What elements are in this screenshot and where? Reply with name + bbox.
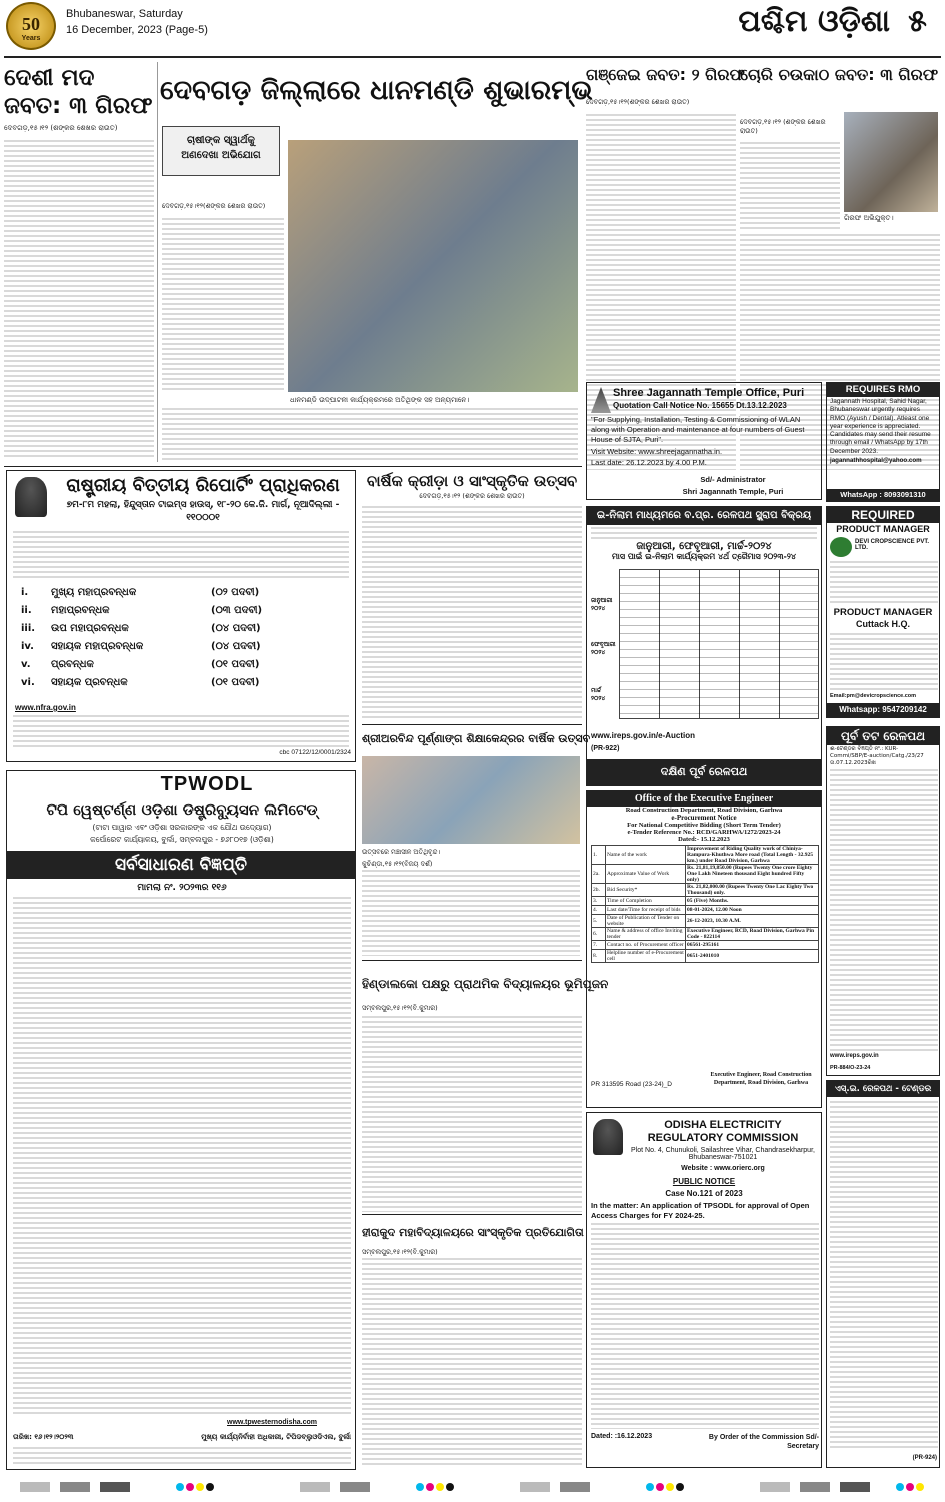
ecor-ref: ଈ-ଟେଣ୍ଡର ବିଜ୍ଞପ୍ତି ନଂ.: KUR-Commi/SBP/E-auction/Catg./23/27 ତା.07.12.2023ରିଖ <box>830 746 924 766</box>
oerc-body <box>591 1223 819 1429</box>
engineer-table <box>591 845 819 963</box>
engineer-eproc: e-Procurement Notice <box>671 814 737 822</box>
sports-body <box>362 506 582 718</box>
tpwodl-website[interactable]: www.tpwesternodisha.com <box>227 1419 317 1426</box>
rly-tender-body <box>830 1101 938 1451</box>
table-row: 5. Date of Publication of Tender on website 26-12-2023, 10.30 A.M. <box>592 915 819 928</box>
pm-body-b <box>830 633 938 691</box>
paddy-photo-caption: ଧାନମଣ୍ଡି ଉଦ୍‌ଘାଟନୀ କାର୍ଯ୍ୟକ୍ରମରେ ଅତିଥିଙ୍କ ସହ ଅନ୍ୟମାନେ। <box>290 396 470 404</box>
tpwodl-logo: TPWODL <box>160 773 254 795</box>
tpwodl-case: ମାମଲା ନଂ. ୨୦୨୩ର ୧୧୬ <box>137 883 227 893</box>
timber-headline: ଚୋରି ଚଉକାଠ ଜବତ: ୩ ଗିରଫ <box>740 65 939 84</box>
nfra-website[interactable]: www.nfra.gov.in <box>15 703 76 712</box>
oerc-date: Dated: :16.12.2023 <box>591 1433 653 1440</box>
college-dateline: ସମ୍ବଲପୁର,୧୫।୧୨(ବି.କୁମାର) <box>362 1248 438 1256</box>
paddy-body-b <box>162 408 578 460</box>
tpwodl-ad <box>6 770 356 1470</box>
table-row: 7. Contact no. of Procurement officer 06561-295161 <box>592 941 819 950</box>
rmo-body: Jagannath Hospital, Sahid Nagar, Bhubaneswar urgently requires RMO (Ayush / Dental). Atleast one year experience is appreciated. Candidates may send their resume through email / WhatsApp by 17th December 2023. <box>830 398 931 455</box>
temple-icon <box>591 387 611 413</box>
table-row: 8. Helpline number of e-Procurement cell 0651-2401010 <box>592 950 819 963</box>
paddy-headline: ଦେବଗଡ଼ ଜିଲ୍ଲାରେ ଧାନମଣ୍ଡି ଶୁଭାରମ୍ଭ <box>160 75 593 106</box>
oerc-matter: In the matter: An application of TPSODL for approval of Open Access Charges for FY 2024-25. <box>591 1201 810 1220</box>
timber-dateline: ଦେବଗଡ଼,୧୫।୧୨ (ଶଙ୍କର ଶେଖର ରାଉତ) <box>740 118 826 135</box>
pm-title: REQUIRED <box>827 507 939 523</box>
pm-ad <box>826 506 940 718</box>
tpwodl-body <box>13 897 351 1417</box>
section-title: ପଶ୍ଚିମ ଓଡ଼ିଶା <box>738 4 890 39</box>
aurobindo-article <box>362 728 591 958</box>
tpwodl-sub: (ଟାଟା ପାୱାର ଏବଂ ଓଡ଼ିଶା ସରକାରଙ୍କ ଏକ ଯୌଥ ଉଦ୍ୟୋଗ) <box>92 823 272 832</box>
sports-headline: ବାର୍ଷିକ କ୍ରୀଡ଼ା ଓ ସାଂସ୍କୃତିକ ଉତ୍ସବ <box>366 472 578 490</box>
tpwodl-footer: ମୁଖ୍ୟ କାର୍ଯ୍ୟନିର୍ବାହୀ ଅଧିକାରୀ, ଟିପିଡବ୍ଲୁଓଡିଏଲ, ବୁର୍ଲା <box>201 1433 351 1441</box>
logo-sub: Years <box>21 35 41 42</box>
anniversary-logo <box>6 2 56 50</box>
liquor-body <box>4 140 154 458</box>
jagannath-notice: Quotation Call Notice No. 15655 Dt.13.12.2023 <box>613 401 787 410</box>
pm-whatsapp: Whatsapp: 9547209142 <box>827 703 939 717</box>
school-dateline: ସମ୍ବଲପୁର,୧୫।୧୨(ବି.କୁମାର) <box>362 1004 438 1012</box>
rmo-email[interactable]: jagannathhospital@yahoo.com <box>830 457 922 465</box>
tpwodl-name: ଟିପି ୱେଷ୍ଟର୍ଣ୍ଣ ଓଡ଼ିଶା ଡିଷ୍ଟ୍ରିବ୍ୟୁସନ ଲିମିଟେଡ୍ <box>46 801 318 819</box>
center-rule <box>362 724 582 725</box>
eauction-months: ଜାନୁଆରୀ, ଫେବୃଆରୀ, ମାର୍ଚ୍ଚ-୨୦୨୪ <box>636 541 772 552</box>
nfra-title: ରାଷ୍ଟ୍ରୀୟ ବିତ୍ତୀୟ ରିପୋର୍ଟିଂ ପ୍ରାଧିକରଣ <box>66 475 340 496</box>
timber-photo-caption: ଗିରଫ ଅଭିଯୁକ୍ତ। <box>844 214 894 222</box>
oerc-notice: PUBLIC NOTICE <box>672 1177 736 1186</box>
nfra-footer-text <box>13 715 349 747</box>
oerc-website[interactable]: Website : www.orierc.org <box>681 1165 765 1172</box>
liquor-article <box>4 64 154 460</box>
nfra-post: iii. ଉପ ମହାପ୍ରବନ୍ଧକ (୦୪ ପଦବୀ) <box>21 623 261 634</box>
rmo-ad <box>826 382 940 502</box>
eauction-row-label: ମାର୍ଚ୍ଚ ୨୦୨୪ <box>591 687 606 702</box>
school-headline: ହିଣ୍ଡାଲକୋ ପକ୍ଷରୁ ପ୍ରାଥମିକ ବିଦ୍ୟାଳୟର ଭୂମିପୂଜନ <box>362 977 609 991</box>
sports-article <box>362 470 582 720</box>
timber-photo <box>844 112 938 212</box>
nfra-post: v. ପ୍ରବନ୍ଧକ (୦୧ ପଦବୀ) <box>21 659 260 670</box>
jagannath-sign2: Shri Jagannath Temple, Puri <box>682 487 784 496</box>
company-logo-icon <box>830 537 852 557</box>
eauction-ad <box>586 506 822 786</box>
eauction-website[interactable]: www.ireps.gov.in/e-Auction <box>591 731 696 740</box>
logo-years: 50 <box>22 14 40 34</box>
oerc-address: Plot No. 4, Chunukoli, Sailashree Vihar, Chandrasekharpur, Bhubaneswar-751021 <box>631 1147 815 1161</box>
nfra-post: vi. ସହାୟକ ପ୍ରବନ୍ଧକ (୦୧ ପଦବୀ) <box>21 677 260 688</box>
engineer-dated: Dated:- 15.12.2023 <box>678 836 730 843</box>
eauction-grid <box>619 569 819 719</box>
paddy-dateline: ଦେବଗଡ଼,୧୫।୧୨(ଶଙ୍କର ଶେଖର ରାଉତ) <box>162 202 266 210</box>
paddy-photo <box>288 140 578 392</box>
nfra-ad <box>6 470 356 762</box>
nfra-post: ii. ମହାପ୍ରବନ୍ଧକ (୦୩ ପଦବୀ) <box>21 605 263 616</box>
table-row: 2b. Bid Security* Rs. 21,82,000.00 (Rupees Twenty One Lac Eighty Two Thousand) only. <box>592 884 819 897</box>
sports-dateline: ଦେବଗଡ଼,୧୫।୧୨ (ଶଙ୍କର ଶେଖର ରାଉତ) <box>419 492 525 500</box>
eauction-row-label: ଫେବୃଆରୀ ୨୦୨୪ <box>591 641 616 656</box>
eauction-sub: ମାସ ପାଇଁ ଇ-ନିଲାମ କାର୍ଯ୍ୟକ୍ରମ ୪ର୍ଥ ତ୍ରୈମାସ ୨୦୨୩-୨୪ <box>612 552 796 561</box>
school-body <box>362 1016 582 1212</box>
college-headline: ହୀରାକୁଦ ମହାବିଦ୍ୟାଳୟରେ ସାଂସ୍କୃତିକ ପ୍ରତିଯୋଗିତା <box>362 1226 584 1239</box>
aurobindo-photo <box>362 756 580 844</box>
tpwodl-date: ତାରିଖ: ୧୬।୧୨।୨୦୨୩ <box>13 1433 74 1441</box>
aurobindo-headline: ଶ୍ରୀଅରବିନ୍ଦ ପୂର୍ଣ୍ଣାଙ୍ଗ ଶିକ୍ଷାକେନ୍ଦ୍ରର ବାର୍ଷିକ ଉତ୍ସବ <box>362 732 591 745</box>
dateline-date: 16 December, 2023 (Page-5) <box>66 24 208 36</box>
nfra-post: i. ମୁଖ୍ୟ ମହାପ୍ରବନ୍ଧକ (୦୨ ପଦବୀ) <box>21 587 260 598</box>
oerc-sign: By Order of the Commission Sd/- Secretary <box>708 1434 819 1450</box>
nfra-cbc: cbc 07122/12/0001/2324 <box>279 749 351 756</box>
tpwodl-footnote <box>13 1447 351 1467</box>
rmo-title: REQUIRES RMO <box>827 383 939 397</box>
engineer-sub: Road Construction Department, Road Division, Garhwa <box>625 807 783 814</box>
liquor-headline: ଦେଶୀ ମଦ ଜବତ: ୩ ଗିରଫ <box>4 65 153 119</box>
eauction-table <box>591 569 819 719</box>
aurobindo-photo-caption: ଉତ୍ସବରେ ମଞ୍ଚାସୀନ ଅତିଥିବୃନ୍ଦ। <box>362 848 441 856</box>
pm-email[interactable]: Email:pm@devicropscience.com <box>830 693 917 699</box>
masthead-rule <box>4 56 941 58</box>
pm-role2: PRODUCT MANAGER <box>833 607 933 618</box>
pm-location: Cuttack H.Q. <box>855 619 910 629</box>
college-body <box>362 1258 582 1466</box>
jagannath-ad <box>586 382 822 500</box>
paddy-body-a <box>162 218 284 392</box>
row1-rule <box>4 466 582 467</box>
ecor-title: ପୂର୍ବ ତଟ ରେଳପଥ <box>827 727 939 745</box>
jagannath-body: "For Supplying, Installation, Testing & Commissioning of WLAN along with Operation and maintenance at four numbers of Guest House of SJTA, Puri". <box>591 415 805 444</box>
pm-role: PRODUCT MANAGER <box>836 524 930 534</box>
dateline-city: Bhubaneswar, Saturday <box>66 8 183 20</box>
engineer-ncb: For National Competitive Bidding (Short Term Tender) <box>627 822 781 829</box>
paddy-subhead: ଚାଷୀଙ୍କ ସ୍ୱାର୍ଥକୁ ଅଣଦେଖା ଅଭିଯୋଗ <box>162 126 280 176</box>
ganja-headline: ଗଞ୍ଜେଇ ଜବତ: ୨ ଗିରଫ <box>586 65 745 84</box>
school-article <box>362 964 609 1214</box>
center-rule-2 <box>362 960 582 961</box>
registration-marks <box>0 1476 945 1498</box>
center-rule-3 <box>362 1214 582 1215</box>
nfra-intro <box>13 531 349 581</box>
masthead <box>0 0 945 52</box>
oerc-ad <box>586 1112 822 1468</box>
ecor-ad <box>826 726 940 1076</box>
jagannath-title: Shree Jagannath Temple Office, Puri <box>613 387 805 399</box>
paddy-article <box>160 62 593 462</box>
rly-tender-ad <box>826 1080 940 1468</box>
jagannath-sign1: Sd/- Administrator <box>700 475 766 484</box>
timber-body-a <box>740 142 840 232</box>
engineer-sign: Executive Engineer, Road Construction Department, Road Division, Garhwa <box>710 1072 812 1086</box>
liquor-dateline: ଦେବଗଡ଼,୧୫।୧୨ (ଶଙ୍କର ଶେଖର ରାଉତ) <box>4 124 118 132</box>
jagannath-last-date: Last date: 26.12.2023 by 4.00 P.M. <box>591 458 707 467</box>
ecor-pr: PR-884/O-23-24 <box>830 1065 871 1071</box>
ganja-dateline: ଦେବଗଡ଼,୧୫।୧୨(ଶଙ୍କର ଶେଖର ରାଉତ) <box>586 98 690 106</box>
eauction-pr: (PR-922) <box>591 745 620 752</box>
engineer-title: Office of the Executive Engineer <box>587 791 821 807</box>
tpwodl-office: କର୍ପୋରେଟ କାର୍ଯ୍ୟାଳୟ, ବୁର୍ଲା, ସମ୍ବଲପୁର - ୭୬୮୦୧୭ (ଓଡ଼ିଶା) <box>90 835 274 844</box>
table-row: 1. Name of the work Improvement of Riding Quality work of Chiniya-Rampura-Khuthwa More road (Total Length - 32.925 km.) under Road Division, Garhwa <box>592 846 819 865</box>
rly-tender-title: ଏସ୍.ଇ. ରେଳପଥ - ଟେଣ୍ଡର <box>827 1081 939 1097</box>
oerc-title: ODISHA ELECTRICITY REGULATORY COMMISSION <box>647 1119 799 1144</box>
college-article <box>362 1218 582 1468</box>
rly-tender-pr: (PR-924) <box>912 1455 937 1461</box>
nfra-post-list <box>21 587 321 695</box>
pm-body-a <box>830 561 938 605</box>
eauction-row-label: ଜାନୁଆରୀ ୨୦୨୪ <box>591 597 613 612</box>
color-registration-strip <box>0 1476 945 1498</box>
aurobindo-body <box>362 870 580 956</box>
emblem-icon <box>15 477 47 517</box>
engineer-pr: PR 313595 Road (23-24)_D <box>591 1081 672 1088</box>
tpwodl-notice-bar: ସର୍ବସାଧାରଣ ବିଜ୍ଞପ୍ତି <box>7 851 355 879</box>
table-row: 2a. Approximate Value of Work Rs. 21,81,19,850.00 (Rupees Twenty One crore Eighty One Lakh Nineteen thousand Eight hundred Fifty only) <box>592 865 819 884</box>
engineer-ad <box>586 790 822 1108</box>
table-row: 3. Time of Completion 05 (Five) Months. <box>592 897 819 906</box>
ecor-website[interactable]: www.ireps.gov.in <box>830 1053 879 1059</box>
eauction-title: ଇ-ନିଲାମ ମାଧ୍ୟମରେ ବ.ପ୍ର. ରେଳପଥ ସ୍କ୍ରାପ ବିକ୍ରୟ <box>587 507 821 525</box>
page-number: ୫ <box>908 4 927 39</box>
aurobindo-dateline: କୁଚିଣ୍ଡା,୧୫।୧୨(ବିଜୟ ଦର୍ଶ) <box>362 860 433 868</box>
nfra-address: ୭ମ-୮ମ ମହଲା, ହିନ୍ଦୁସ୍ତାନ ଟାଇମ୍ସ ହାଉସ୍, ୧୮-୨୦ କେ.ଜି. ମାର୍ଗ, ନୂଆଦିଲ୍ଲୀ - ୧୧୦୦୦୧ <box>66 500 340 523</box>
pm-company: DEVI CROPSCIENCE PVT. LTD. <box>855 539 930 551</box>
table-row: 6. Name & address of office Inviting tender Executive Engineer, RCD, Road Division, Garhwa Pin Code - 822114 <box>592 928 819 941</box>
engineer-ref: e-Tender Reference No.: RCD/GARHWA/1272/2023-24 <box>627 829 781 836</box>
table-row: 4. Last date/Time for receipt of bids 08-01-2024, 12.00 Noon <box>592 906 819 915</box>
rmo-whatsapp: WhatsApp : 8093091310 <box>827 489 939 501</box>
nfra-post: iv. ସହାୟକ ମହାପ୍ରବନ୍ଧକ (୦୪ ପଦବୀ) <box>21 641 261 652</box>
ecor-body <box>830 769 938 1051</box>
eauction-railway: ଦକ୍ଷିଣ ପୂର୍ବ ରେଳପଥ <box>587 759 821 785</box>
eauction-ref <box>591 527 817 539</box>
oerc-case: Case No.121 of 2023 <box>665 1189 743 1198</box>
oerc-emblem-icon <box>593 1119 623 1155</box>
jagannath-visit[interactable]: Visit Website: www.shreejagannatha.in. <box>591 447 723 456</box>
col-rule <box>157 62 158 462</box>
